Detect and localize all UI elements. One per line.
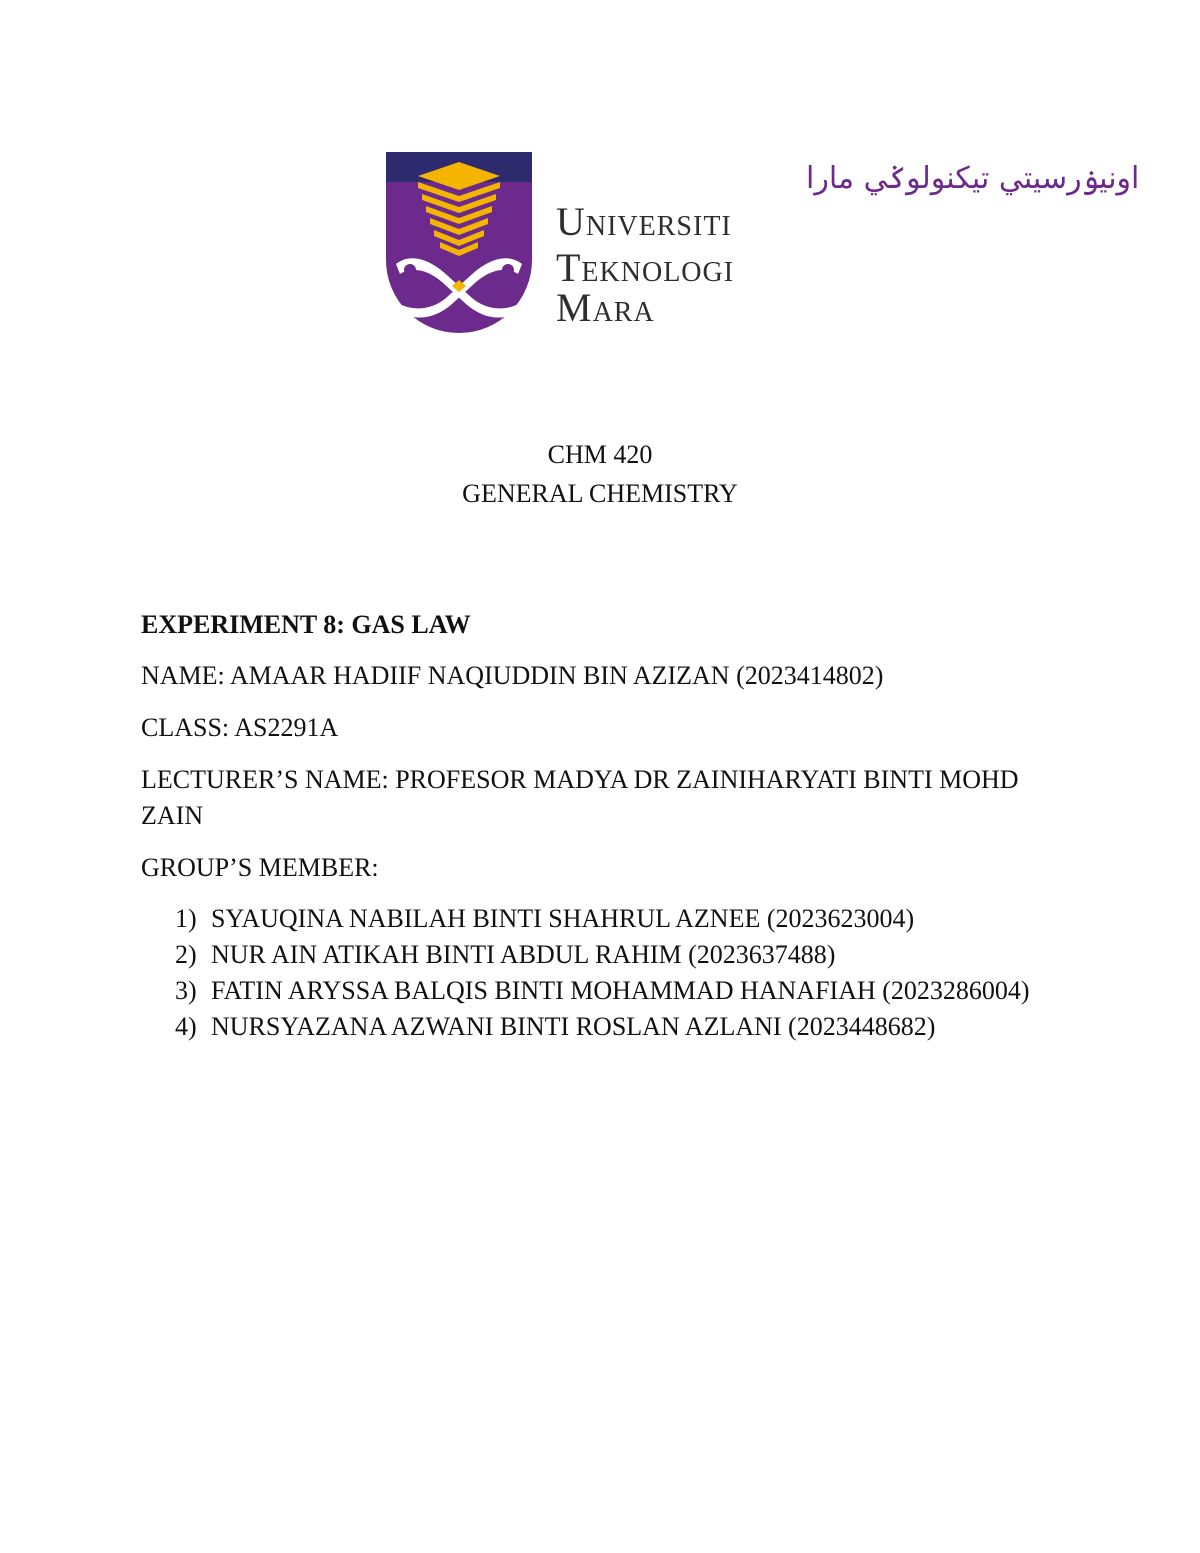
list-item-text: FATIN ARYSSA BALQIS BINTI MOHAMMAD HANAFIAH (2023286004) [211,976,1030,1005]
experiment-title: EXPERIMENT 8: GAS LAW [141,610,471,639]
list-item-text: SYAUQINA NABILAH BINTI SHAHRUL AZNEE (2023623004) [211,904,915,933]
list-item-number: 2) [175,940,197,969]
list-item [175,1009,1075,1045]
uitm-emblem-icon [386,152,532,334]
course-code: CHM 420 [547,440,653,469]
course-name: GENERAL CHEMISTRY [462,479,738,508]
logo-line-mara: Mara [556,285,655,330]
list-item-number: 1) [175,904,197,933]
class-code: CLASS: AS2291A [141,713,339,742]
group-members-list [175,901,1075,1045]
logo-line-teknologi: Teknologi [556,245,735,290]
lecturer-name: LECTURER’S NAME: PROFESOR MADYA DR ZAINIHARYATI BINTI MOHD ZAIN [141,765,1019,830]
arabic-name-text [554,152,1140,200]
student-name: NAME: AMAAR HADIIF NAQIUDDIN BIN AZIZAN (2023414802) [141,661,884,690]
group-members-label: GROUP’S MEMBER: [141,853,379,882]
arabic-name-label: اونيۏرسيتي تيكنولوݢي مارا [806,161,1140,196]
list-item [175,973,1075,1009]
list-item-text: NURSYAZANA AZWANI BINTI ROSLAN AZLANI (2023448682) [211,1012,936,1041]
list-item-number: 3) [175,976,197,1005]
logo-line-universiti: Universiti [556,199,732,244]
list-item-text: NUR AIN ATIKAH BINTI ABDUL RAHIM (2023637488) [211,940,836,969]
list-item [175,937,1075,973]
list-item [175,901,1075,937]
list-item-number: 4) [175,1012,197,1041]
university-logo [386,152,1140,334]
